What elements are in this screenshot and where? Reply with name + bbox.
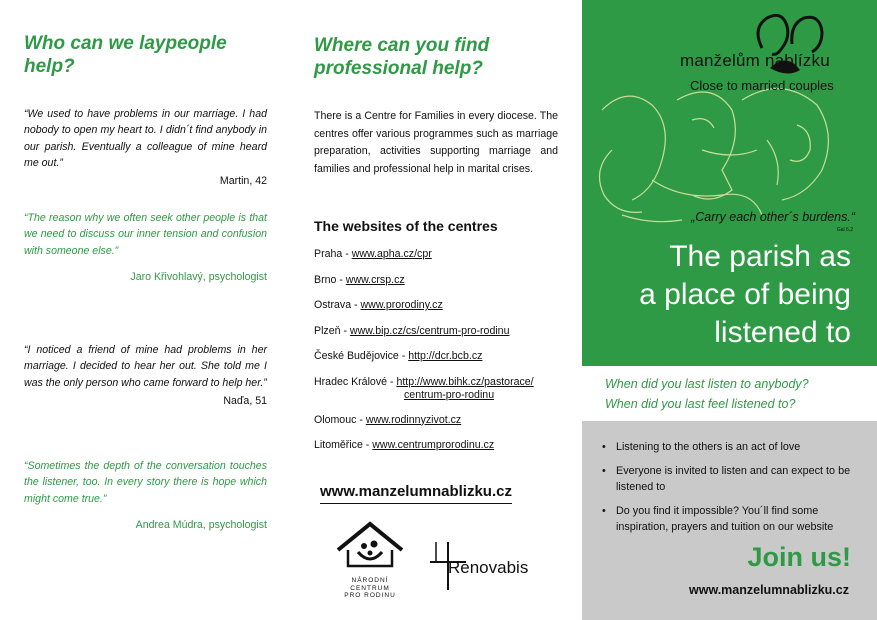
- quote-text: “We used to have problems in our marriage. I had nobody to open my heart to. I didn´t find anybody in our parish. Eventually a colleague of mine heard me out.”: [24, 108, 267, 169]
- site-link[interactable]: www.prorodiny.cz: [360, 299, 443, 311]
- site-link[interactable]: http://dcr.bcb.cz: [408, 350, 483, 362]
- bullet-icon: •: [602, 465, 606, 477]
- bible-quote: „Carry each other´s burdens.“: [691, 210, 855, 224]
- website-link[interactable]: www.manzelumnablizku.cz: [689, 583, 849, 597]
- quote-text: “I noticed a friend of mine had problems in her marriage. I decided to hear her out. She told me I was the only person who came forward to help her.”: [24, 344, 267, 389]
- bullet-icon: •: [602, 441, 606, 453]
- middle-heading: Where can you find professional help?: [314, 35, 490, 79]
- site-link[interactable]: www.bip.cz/cs/centrum-pro-rodinu: [349, 324, 510, 337]
- site-link-continued[interactable]: centrum-pro-rodinu: [404, 388, 495, 401]
- websites-title: The websites of the centres: [314, 218, 498, 234]
- quote-mudra: [24, 458, 267, 533]
- site-city: Hradec Králové -: [314, 375, 397, 388]
- site-ostrava: [314, 299, 574, 325]
- quote-author: Andrea Múdra, psychologist: [135, 518, 267, 531]
- bullet-item: • Everyone is invited to listen and can expect to be listened to: [602, 465, 851, 493]
- site-praha: [314, 248, 574, 274]
- questions: [605, 374, 809, 414]
- brand-title: manželům nablízku: [680, 51, 830, 70]
- quote-nada: [24, 342, 267, 409]
- bible-reference: Gal 6,2: [836, 227, 853, 233]
- site-city: Ostrava -: [314, 299, 361, 311]
- site-link[interactable]: www.apha.cz/cpr: [351, 248, 432, 260]
- site-ceske-budejovice: [314, 350, 574, 376]
- quote-author: Jaro Křivohlavý, psychologist: [130, 270, 267, 283]
- question-1: When did you last listen to anybody?: [605, 377, 809, 391]
- house-family-icon: [334, 520, 406, 570]
- bullet-item: • Listening to the others is an act of love: [602, 441, 801, 453]
- bullet-icon: •: [602, 505, 606, 517]
- brand-subtitle: Close to married couples: [690, 78, 834, 93]
- ncr-logo-text: NÁRODNÍ CENTRUM PRO RODINU: [344, 577, 396, 599]
- site-link[interactable]: www.centrumprorodinu.cz: [372, 439, 495, 451]
- ncr-logo: [334, 520, 406, 600]
- site-link[interactable]: www.crsp.cz: [345, 273, 405, 286]
- renovabis-text: Renovabis: [448, 558, 529, 577]
- centres-intro: There is a Centre for Families in every diocese. The centres offer various programmes such as marriage preparation, activities supporting marriage and families and professional help in marital crises.: [314, 110, 558, 175]
- left-heading: Who can we laypeople help?: [24, 33, 227, 77]
- bullet-item: • Do you find it impossible? You´ll find some inspiration, prayers and tuition on our website: [602, 505, 834, 533]
- invitation-panel: [582, 421, 877, 620]
- site-plzen: [314, 325, 574, 351]
- quote-krivohlavy: [24, 210, 267, 285]
- quote-author: Naďa, 51: [223, 394, 267, 407]
- main-website-link[interactable]: www.manzelumnablizku.cz: [320, 483, 512, 504]
- site-city: Praha -: [314, 248, 352, 260]
- site-city: Brno -: [314, 273, 346, 286]
- join-us-heading: Join us!: [747, 542, 851, 572]
- quote-text: “Sometimes the depth of the conversation touches the listener, too. In every story there is hope which might come true.”: [24, 460, 267, 505]
- cover-title: The parish as a place of being listened to: [639, 240, 851, 349]
- site-city: Plzeň -: [314, 324, 350, 337]
- centres-list: [314, 248, 574, 465]
- site-olomouc: [314, 414, 574, 440]
- site-city: Olomouc -: [314, 413, 366, 426]
- site-link[interactable]: http://www.bihk.cz/pastorace/: [396, 375, 534, 388]
- quote-martin: [24, 106, 267, 189]
- site-brno: [314, 274, 574, 300]
- right-column: [582, 0, 877, 620]
- cover-panel: [582, 0, 877, 366]
- question-2: When did you last feel listened to?: [605, 397, 796, 411]
- site-link[interactable]: www.rodinnyzivot.cz: [365, 413, 462, 426]
- site-city: České Budějovice -: [314, 350, 409, 362]
- site-litomerice: [314, 439, 574, 465]
- bullet-list: [602, 439, 872, 543]
- quote-author: Martin, 42: [219, 175, 267, 188]
- site-city: Litoměřice -: [314, 439, 373, 451]
- quote-text: “The reason why we often seek other people is that we need to discuss our inner tension and confusion with someone else.”: [24, 212, 267, 257]
- site-hradec-kralove: [314, 376, 574, 414]
